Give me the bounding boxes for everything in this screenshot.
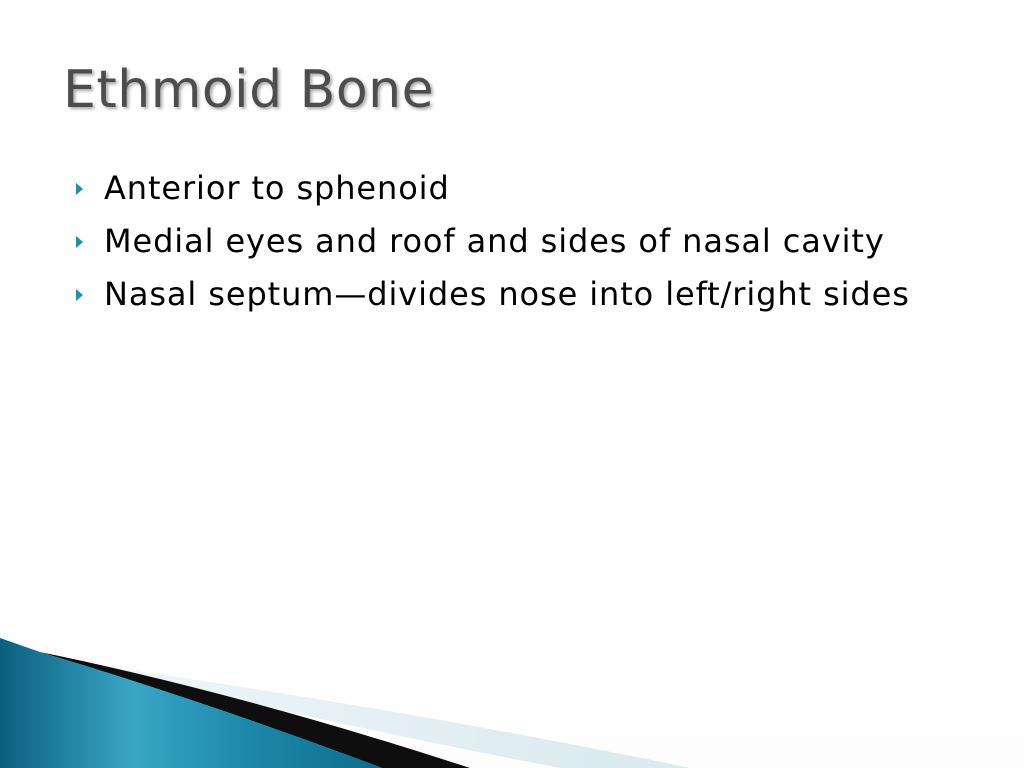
arrow-right-icon — [76, 289, 83, 301]
bullet-list — [76, 166, 976, 325]
slide-title: Ethmoid Bone — [63, 60, 435, 120]
decorative-wave — [0, 638, 1024, 768]
bullet-text: Nasal septum—divides nose into left/right sides — [104, 275, 910, 313]
arrow-right-icon — [76, 183, 83, 195]
arrow-right-icon — [76, 236, 83, 248]
bullet-text: Anterior to sphenoid — [104, 169, 450, 207]
bullet-text: Medial eyes and roof and sides of nasal cavity — [104, 222, 885, 260]
bullet-item — [76, 166, 976, 211]
bullet-item — [76, 272, 976, 317]
bullet-item — [76, 219, 976, 264]
